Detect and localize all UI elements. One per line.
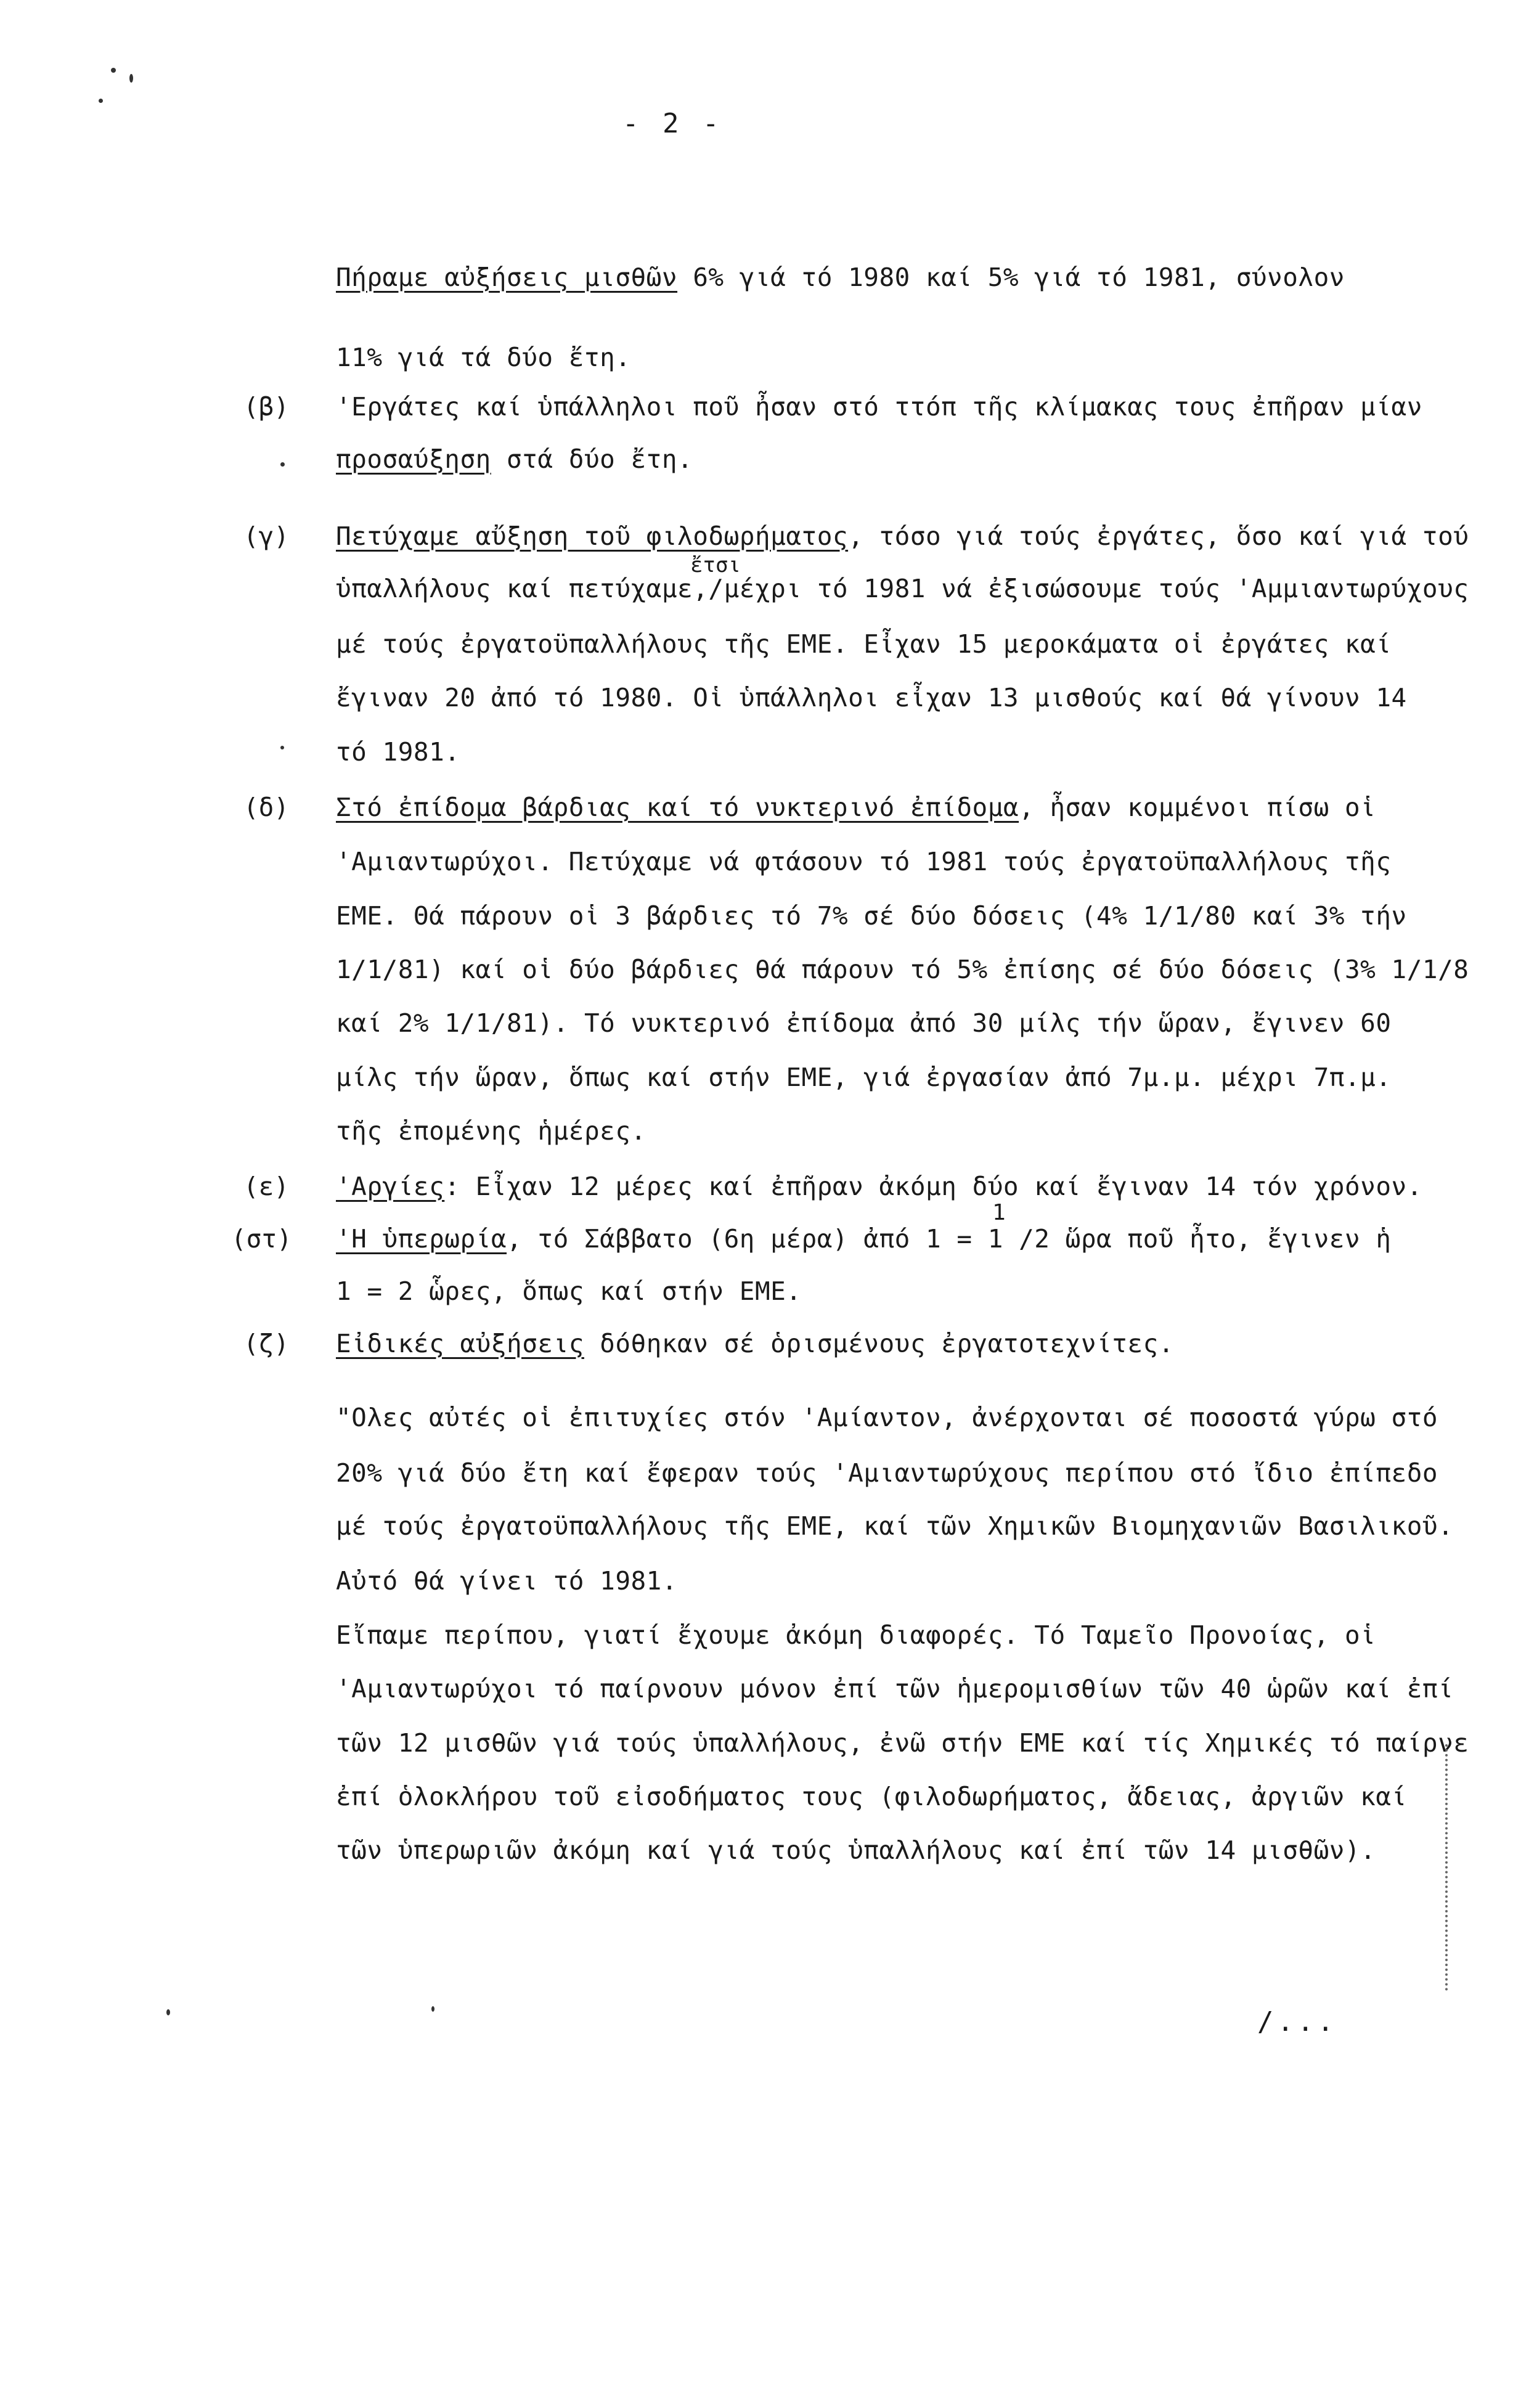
text-line: προσαύξηση στά δύο ἔτη.: [336, 444, 693, 474]
text-line: μέ τούς ἐργατοϋπαλλήλους τῆς ΕΜΕ. Εἶχαν 15 μεροκάματα οἱ ἐργάτες καί: [336, 629, 1392, 659]
text-line: 'Αμιαντωρύχοι. Πετύχαμε νά φτάσουν τό 1981 τούς ἐργατοϋπαλλήλους τῆς: [336, 847, 1392, 876]
text-line: 11% γιά τά δύο ἔτη.: [336, 343, 631, 372]
item-label-z: (ζ): [243, 1329, 290, 1358]
page-number: - 2 -: [622, 108, 723, 139]
text-line: μέ τούς ἐργατοϋπαλλήλους τῆς ΕΜΕ, καί τῶν Χημικῶν Βιομηχανιῶν Βασιλικοῦ.: [336, 1511, 1454, 1541]
scan-speck: [166, 2009, 170, 2015]
text-line: τό 1981.: [336, 737, 460, 767]
text-line: τῶν ὑπερωριῶν ἀκόμη καί γιά τούς ὑπαλλήλους καί ἐπί τῶν 14 μισθῶν).: [336, 1835, 1376, 1865]
scan-speck: [431, 2006, 434, 2012]
text-line: 'Αμιαντωρύχοι τό παίρνουν μόνον ἐπί τῶν ἡμερομισθίων τῶν 40 ὡρῶν καί ἐπί: [336, 1674, 1454, 1704]
scan-artifact-dotted-line: [1445, 1744, 1450, 1991]
text-line: ἔγιναν 20 ἀπό τό 1980. Οἱ ὑπάλληλοι εἶχαν 13 μισθούς καί θά γίνουν 14: [336, 683, 1407, 712]
text-line: καί 2% 1/1/81). Τό νυκτερινό ἐπίδομα ἀπό 30 μίλς τήν ὥραν, ἔγινεν 60: [336, 1008, 1392, 1038]
text-line: Αὐτό θά γίνει τό 1981.: [336, 1566, 678, 1596]
text-line: "Ολες αὐτές οἱ ἐπιτυχίες στόν 'Αμίαντον, ἀνέρχονται σέ ποσοστά γύρω στό: [336, 1403, 1438, 1432]
text-line: Εἰδικές αὐξήσεις δόθηκαν σέ ὁρισμένους ἐργατοτεχνίτες.: [336, 1329, 1174, 1358]
text-line: 'Η ὑπερωρία, τό Σάββατο (6η μέρα) ἀπό 1 = 1 /2 ὥρα ποῦ ἦτο, ἔγινεν ἡ: [336, 1224, 1392, 1254]
superscript-one: 1: [992, 1200, 1006, 1225]
text-line: ΕΜΕ. Θά πάρουν οἱ 3 βάρδιες τό 7% σέ δύο δόσεις (4% 1/1/80 καί 3% τήν: [336, 901, 1407, 931]
continuation-mark: /...: [1257, 2006, 1337, 2038]
text-line: Στό ἐπίδομα βάρδιας καί τό νυκτερινό ἐπίδομα, ἦσαν κομμένοι πίσω οἱ: [336, 793, 1376, 822]
scan-speck: [111, 68, 116, 73]
text-line: τῆς ἐπομένης ἡμέρες.: [336, 1116, 646, 1146]
text-line: ὑπαλλήλους καί πετύχαμε,/μέχρι τό 1981 νά ἐξισώσουμε τούς 'Αμμιαντωρύχους: [336, 574, 1469, 603]
text-line: Πήραμε αὐξήσεις μισθῶν 6% γιά τό 1980 καί 5% γιά τό 1981, σύνολον: [336, 263, 1345, 292]
item-label-d: (δ): [243, 793, 290, 822]
text-line: τῶν 12 μισθῶν γιά τούς ὑπαλλήλους, ἐνῶ στήν ΕΜΕ καί τίς Χημικές τό παίρνε: [336, 1728, 1469, 1758]
text-line: 20% γιά δύο ἔτη καί ἔφεραν τούς 'Αμιαντωρύχους περίπου στό ἴδιο ἐπίπεδο: [336, 1458, 1438, 1488]
scan-speck: [129, 74, 133, 83]
item-label-g: (γ): [243, 521, 290, 551]
scan-speck: [99, 99, 103, 103]
text-line: 'Εργάτες καί ὑπάλληλοι ποῦ ἦσαν στό ττόπ τῆς κλίμακας τους ἐπῆραν μίαν: [336, 392, 1422, 422]
text-line: 'Αργίες: Εἶχαν 12 μέρες καί ἐπῆραν ἀκόμη δύο καί ἔγιναν 14 τόν χρόνον.: [336, 1172, 1422, 1201]
text-line: Πετύχαμε αὔξηση τοῦ φιλοδωρήματος, τόσο γιά τούς ἐργάτες, ὅσο καί γιά τού: [336, 521, 1469, 551]
text-line: ἐπί ὁλοκλήρου τοῦ εἰσοδήματος τους (φιλοδωρήματος, ἄδειας, ἀργιῶν καί: [336, 1782, 1407, 1811]
item-label-b: (β): [243, 392, 290, 422]
text-line: 1/1/81) καί οἱ δύο βάρδιες θά πάρουν τό 5% ἐπίσης σέ δύο δόσεις (3% 1/1/8: [336, 955, 1469, 984]
text-line: Εἴπαμε περίπου, γιατί ἔχουμε ἀκόμη διαφορές. Τό Ταμεῖο Προνοίας, οἱ: [336, 1620, 1376, 1650]
item-label-e: (ε): [243, 1172, 290, 1201]
scan-speck: [280, 462, 285, 467]
interlinear-insertion: ἔτσι: [690, 553, 741, 578]
text-line: μίλς τήν ὥραν, ὅπως καί στήν ΕΜΕ, γιά ἐργασίαν ἀπό 7μ.μ. μέχρι 7π.μ.: [336, 1063, 1392, 1092]
scan-speck: [280, 746, 284, 749]
text-line: 1 = 2 ὧρες, ὅπως καί στήν ΕΜΕ.: [336, 1276, 802, 1306]
item-label-st: (στ): [231, 1224, 292, 1254]
